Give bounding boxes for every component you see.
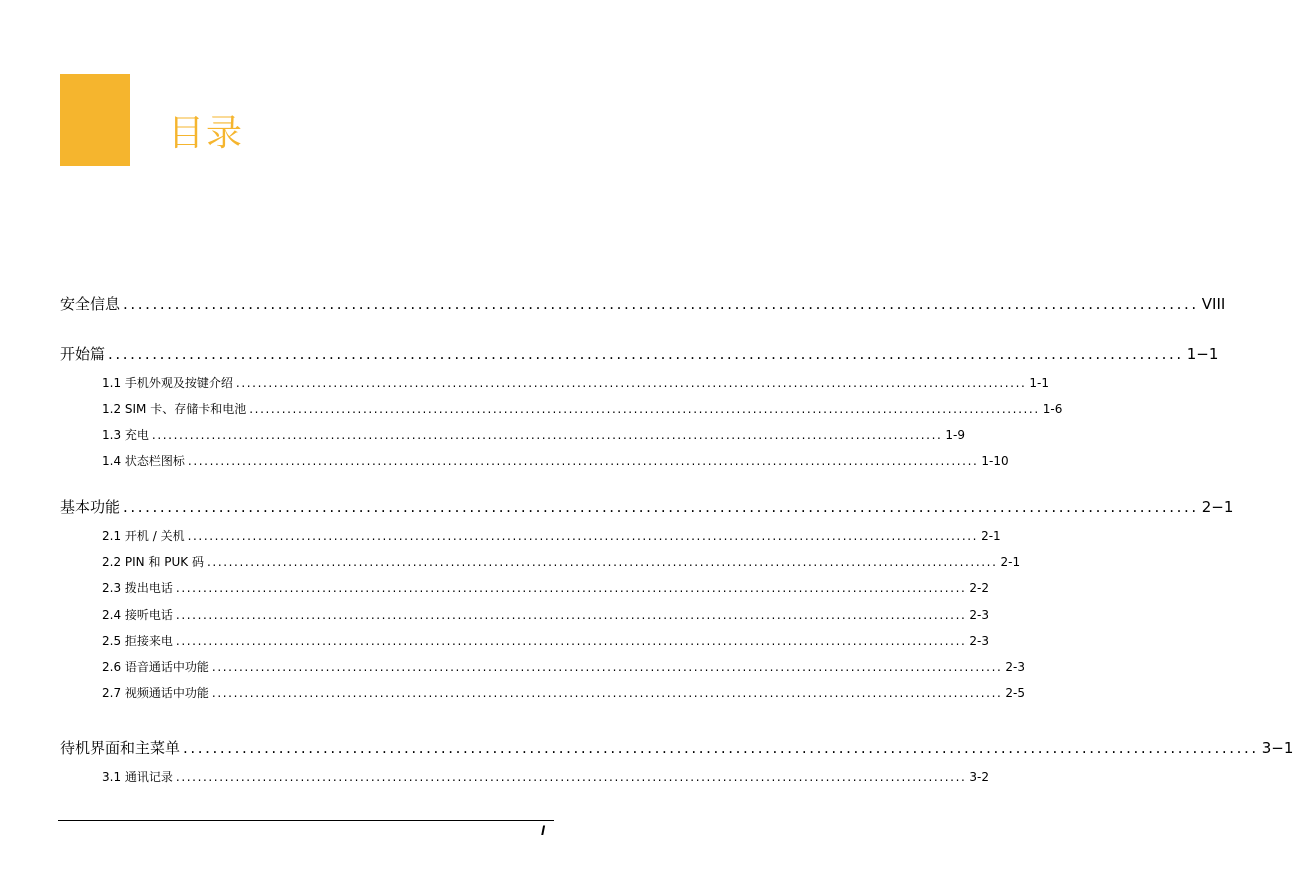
toc-leader-dots: .................................................................................................................................................. <box>211 660 1003 674</box>
toc-entry-title: 1.1 手机外观及按键介绍 <box>102 376 233 390</box>
toc-item-1-4[interactable] <box>102 452 1009 469</box>
toc-page-number: 3−1 <box>1261 739 1293 757</box>
title-accent-block <box>60 74 130 166</box>
toc-leader-dots: .................................................................................................................................................. <box>235 376 1027 390</box>
toc-leader-dots: .................................................................................................................................................. <box>211 686 1003 700</box>
toc-leader-dots: .................................................................................................................................................. <box>187 529 979 543</box>
toc-section-standby-and-main-menu[interactable] <box>60 737 1293 758</box>
toc-leader-dots: .................................................................................................................................................. <box>123 295 1199 313</box>
toc-leader-dots: .................................................................................................................................................. <box>249 402 1040 416</box>
toc-page-number: 1-10 <box>981 454 1009 468</box>
toc-item-1-2[interactable] <box>102 400 1063 417</box>
toc-entry-title: 2.1 开机 / 关机 <box>102 529 185 543</box>
toc-item-3-1[interactable] <box>102 768 990 785</box>
toc-item-2-5[interactable] <box>102 632 990 649</box>
toc-page-number: 3-2 <box>969 770 990 784</box>
toc-leader-dots: .................................................................................................................................................. <box>175 770 967 784</box>
toc-entry-title: 开始篇 <box>60 345 106 363</box>
toc-leader-dots: .................................................................................................................................................. <box>108 345 1184 363</box>
toc-leader-dots: .................................................................................................................................................. <box>206 555 998 569</box>
toc-entry-title: 2.7 视频通话中功能 <box>102 686 209 700</box>
toc-item-2-2[interactable] <box>102 553 1021 570</box>
toc-page-number: VIII <box>1201 295 1226 313</box>
toc-leader-dots: .................................................................................................................................................. <box>175 634 967 648</box>
toc-entry-title: 2.6 语音通话中功能 <box>102 660 209 674</box>
toc-page-number: 2−1 <box>1201 498 1234 516</box>
toc-page-number: 1-1 <box>1029 376 1050 390</box>
toc-leader-dots: .................................................................................................................................................. <box>183 739 1259 757</box>
toc-page-number: 2-3 <box>969 608 990 622</box>
toc-entry-title: 基本功能 <box>60 498 121 516</box>
toc-section-safety-info[interactable] <box>60 293 1226 314</box>
toc-page-number: 1−1 <box>1186 345 1219 363</box>
toc-entry-title: 2.4 接听电话 <box>102 608 173 622</box>
toc-section-basic-functions[interactable] <box>60 496 1234 517</box>
toc-item-2-6[interactable] <box>102 658 1026 675</box>
toc-leader-dots: .................................................................................................................................................. <box>123 498 1199 516</box>
toc-page-number: 2-3 <box>1005 660 1026 674</box>
toc-page-number: 2-3 <box>969 634 990 648</box>
toc-entry-title: 1.3 充电 <box>102 428 149 442</box>
toc-entry-title: 安全信息 <box>60 295 121 313</box>
footer-page-number: I <box>541 822 545 838</box>
toc-leader-dots: .................................................................................................................................................. <box>187 454 979 468</box>
toc-entry-title: 1.4 状态栏图标 <box>102 454 185 468</box>
toc-item-2-1[interactable] <box>102 527 1001 544</box>
toc-leader-dots: .................................................................................................................................................. <box>175 581 967 595</box>
toc-entry-title: 3.1 通讯记录 <box>102 770 173 784</box>
toc-item-2-7[interactable] <box>102 684 1026 701</box>
toc-item-1-3[interactable] <box>102 426 966 443</box>
toc-entry-title: 1.2 SIM 卡、存储卡和电池 <box>102 402 247 416</box>
toc-item-1-1[interactable] <box>102 374 1050 391</box>
toc-section-getting-started[interactable] <box>60 343 1219 364</box>
toc-page-number: 1-6 <box>1042 402 1063 416</box>
toc-page-number: 1-9 <box>945 428 966 442</box>
toc-page-number: 2-1 <box>1000 555 1021 569</box>
toc-leader-dots: .................................................................................................................................................. <box>151 428 943 442</box>
toc-page-number: 2-2 <box>969 581 990 595</box>
toc-entry-title: 2.2 PIN 和 PUK 码 <box>102 555 204 569</box>
toc-item-2-4[interactable] <box>102 606 990 623</box>
toc-leader-dots: .................................................................................................................................................. <box>175 608 967 622</box>
toc-entry-title: 2.5 拒接来电 <box>102 634 173 648</box>
toc-entry-title: 2.3 拨出电话 <box>102 581 173 595</box>
page-title: 目录 <box>168 113 245 154</box>
toc-item-2-3[interactable] <box>102 579 990 596</box>
footer-divider <box>58 820 554 821</box>
toc-entry-title: 待机界面和主菜单 <box>60 739 181 757</box>
toc-page-number: 2-5 <box>1005 686 1026 700</box>
toc-page-number: 2-1 <box>981 529 1001 543</box>
